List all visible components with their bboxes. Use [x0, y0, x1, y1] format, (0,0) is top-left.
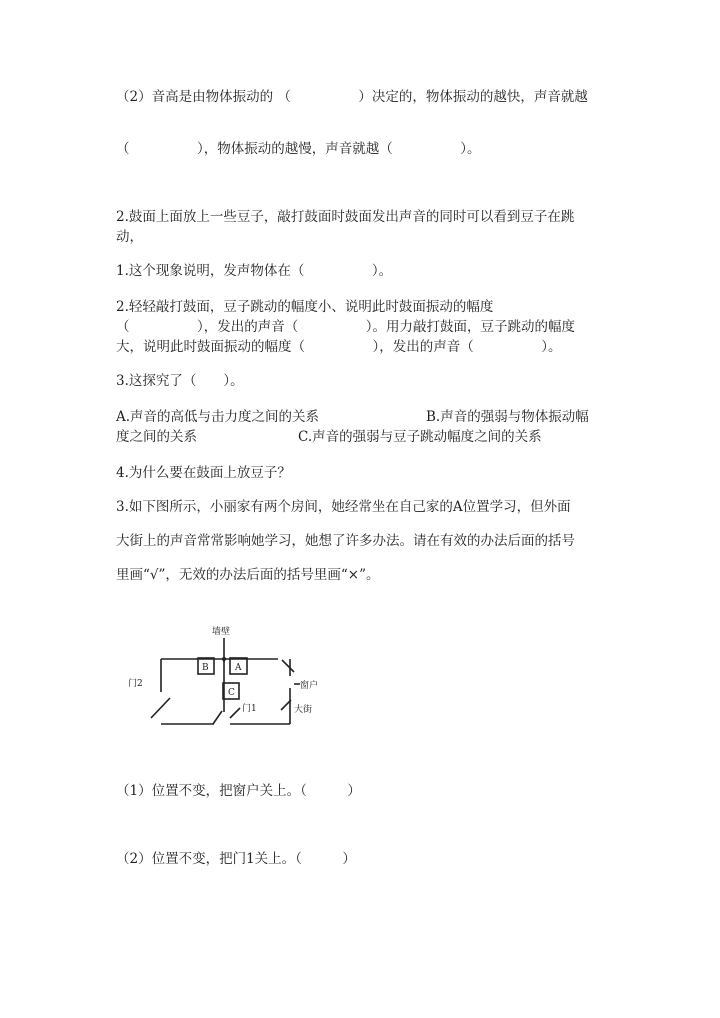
window-label: 窗户 — [300, 681, 319, 691]
q3-item2: （2）位置不变，把门1关上。（ ） — [116, 851, 356, 867]
position-c-box — [223, 683, 239, 699]
door2-label: 门2 — [128, 679, 143, 689]
wall-label: 墙壁 — [212, 627, 231, 637]
door1-pointer — [230, 708, 240, 718]
q3-item1: （1）位置不变，把窗户关上。（ ） — [116, 783, 361, 799]
box-c-label: C — [228, 688, 235, 698]
q2-sub2-line2: （ ），发出的声音（ ）。用力敲打鼓面，豆子跳动的幅度 — [116, 319, 575, 335]
q-sound-pitch-line2: （ ），物体振动的越慢，声音就越（ ）。 — [116, 141, 481, 157]
q2-sub4: 4.为什么要在鼓面上放豆子？ — [116, 465, 291, 481]
q2-option-b: B.声音的强弱与物体振动幅 — [426, 409, 589, 425]
window-leaf-top — [282, 660, 294, 672]
q2-intro-line2: 动， — [116, 229, 143, 245]
window-leaf-bottom — [281, 700, 291, 710]
q2-option-a: A.声音的高低与击力度之间的关系 — [116, 409, 320, 425]
q2-sub2-line3: 大，说明此时鼓面振动的幅度（ ），发出的声音（ ）。 — [116, 339, 562, 355]
door2-leaf — [151, 698, 170, 718]
position-a-box — [230, 658, 247, 674]
q-sound-pitch-line1: （2）音高是由物体振动的 （ ）决定的，物体振动的越快，声音就越 — [116, 89, 588, 105]
door1-label: 门1 — [242, 704, 257, 714]
street-label: 大街 — [294, 705, 313, 715]
q2-sub1: 1.这个现象说明，发声物体在（ ）。 — [116, 263, 393, 279]
q2-option-b-cont: 度之间的关系 — [116, 429, 197, 445]
box-b-label: B — [202, 663, 209, 673]
wall-pointer-dot — [222, 657, 226, 661]
q3-line3: 里画“√”，无效的办法后面的括号里画“×”。 — [116, 567, 380, 583]
q2-sub2-line1: 2.轻轻敲打鼓面，豆子跳动的幅度小、说明此时鼓面振动的幅度 — [116, 299, 494, 315]
position-b-box — [198, 658, 214, 674]
q3-line1: 3.如下图所示，小丽家有两个房间，她经常坐在自己家的A位置学习，但外面 — [116, 499, 571, 515]
door1-leaf — [213, 711, 222, 724]
q2-intro-line1: 2.鼓面上面放上一些豆子，敲打鼓面时鼓面发出声音的同时可以看到豆子在跳 — [116, 209, 575, 225]
q2-sub3: 3.这探究了（ ）。 — [116, 373, 244, 389]
q3-line2: 大街上的声音常常影响她学习，她想了许多办法。请在有效的办法后面的括号 — [116, 533, 575, 549]
box-a-label: A — [235, 663, 242, 673]
q2-option-c: C.声音的强弱与豆子跳动幅度之间的关系 — [298, 429, 542, 445]
